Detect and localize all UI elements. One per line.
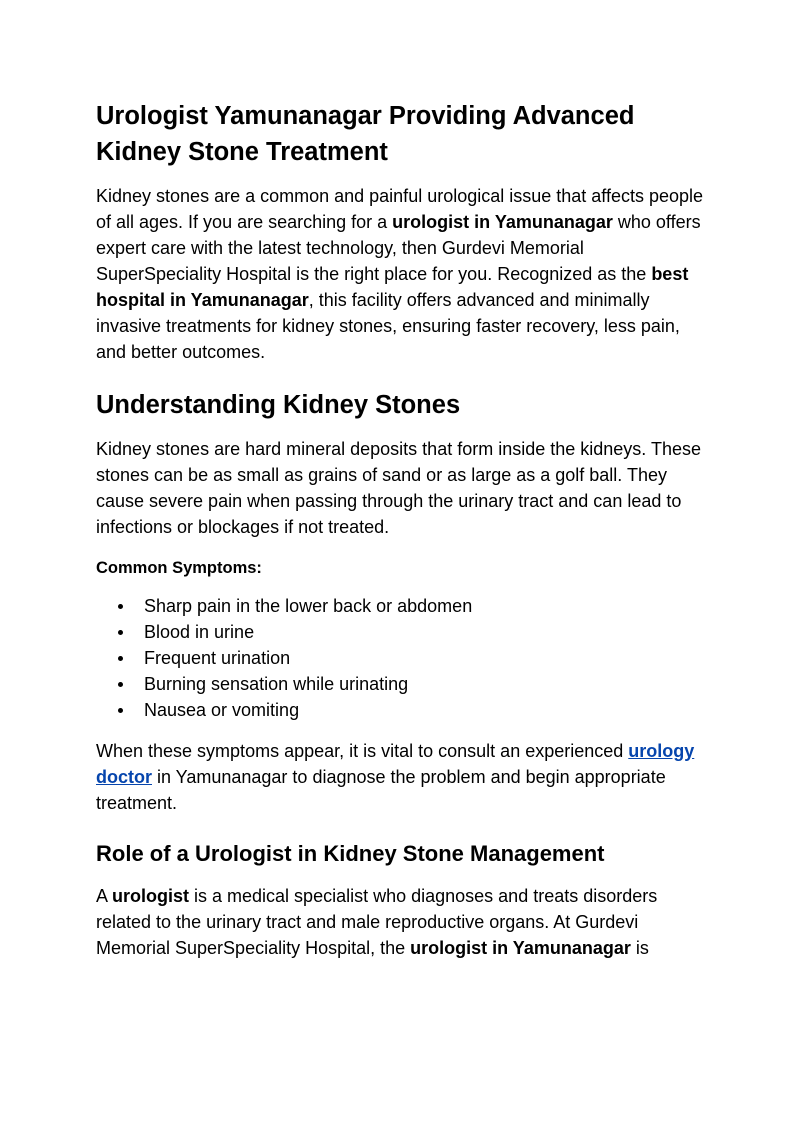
- role-bold-1: urologist: [112, 886, 190, 906]
- consult-text-1: When these symptoms appear, it is vital to consult an experienced: [96, 741, 629, 761]
- section-heading-understanding: Understanding Kidney Stones: [96, 391, 461, 419]
- symptoms-list: [96, 593, 706, 723]
- understanding-paragraph: Kidney stones are hard mineral deposits that form inside the kidneys. These stones can be as small as grains of sand or as large as a golf ball. They cause severe pain when passing through the urinary tract and can lead to infections or blockages if not treated.: [96, 439, 701, 537]
- list-item: [96, 645, 706, 671]
- document-page: [96, 98, 706, 961]
- intro-paragraph: [96, 183, 706, 365]
- list-item-text: Blood in urine: [144, 622, 255, 642]
- list-item-text: Nausea or vomiting: [144, 700, 300, 720]
- list-item: [96, 697, 706, 723]
- role-text-3: is: [630, 938, 649, 958]
- bullet-icon: [118, 656, 123, 661]
- intro-text-1: Kidney stones are a common and painful urological issue that affects people of all ages. If you are searching for a: [96, 186, 704, 232]
- consult-paragraph: [96, 738, 706, 816]
- role-text-2: is a medical specialist who diagnoses and treats disorders related to the urinary tract and male reproductive organs. At Gurdevi Memorial SuperSpeciality Hospital, the: [96, 886, 658, 958]
- urology-doctor-link[interactable]: urology doctor: [96, 741, 695, 787]
- bullet-icon: [118, 682, 123, 687]
- symptoms-heading: Common Symptoms:: [96, 559, 262, 577]
- bullet-icon: [118, 604, 123, 609]
- article-title: Urologist Yamunanagar Providing Advanced Kidney Stone Treatment: [96, 102, 635, 166]
- list-item-text: Burning sensation while urinating: [144, 674, 409, 694]
- intro-text-3: , this facility offers advanced and minimally invasive treatments for kidney stones, ensuring faster recovery, less pain, and better outcomes.: [96, 290, 680, 362]
- consult-text-2: in Yamunanagar to diagnose the problem and begin appropriate treatment.: [96, 767, 666, 813]
- list-item: [96, 671, 706, 697]
- list-item-text: Sharp pain in the lower back or abdomen: [144, 596, 473, 616]
- list-item: [96, 619, 706, 645]
- section-heading-role: Role of a Urologist in Kidney Stone Management: [96, 841, 605, 866]
- bullet-icon: [118, 708, 123, 713]
- role-text-1: A: [96, 886, 113, 906]
- role-bold-2: urologist in Yamunanagar: [410, 938, 631, 958]
- list-item-text: Frequent urination: [144, 648, 291, 668]
- list-item: [96, 593, 706, 619]
- role-paragraph: [96, 883, 706, 961]
- intro-text-2: who offers expert care with the latest technology, then Gurdevi Memorial SuperSpeciality Hospital is the right place for you. Recognized as the: [96, 212, 701, 284]
- intro-bold-2: best hospital in Yamunanagar: [96, 264, 689, 310]
- bullet-icon: [118, 630, 123, 635]
- intro-bold-1: urologist in Yamunanagar: [392, 212, 613, 232]
